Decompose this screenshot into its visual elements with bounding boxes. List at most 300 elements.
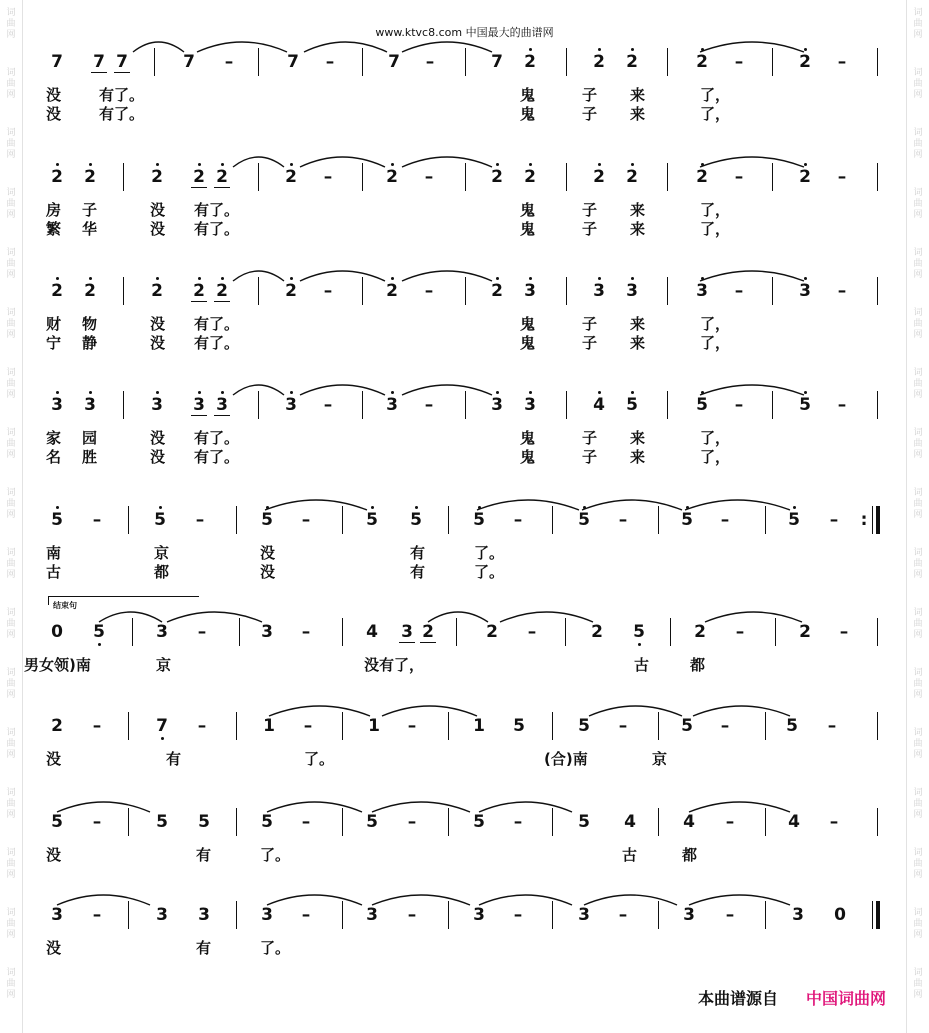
note: 2 — [591, 622, 603, 642]
lyric: 没 — [46, 750, 62, 768]
lyric: 了。 — [474, 563, 505, 581]
note: 3 — [397, 622, 417, 642]
barline — [658, 808, 659, 836]
note: 0 — [51, 622, 63, 642]
note: 2 — [212, 281, 232, 301]
note: 2 — [147, 281, 167, 301]
watermark-text: 词 曲 网 — [6, 368, 16, 400]
lyric: 子 — [582, 105, 598, 123]
section-label: 结束句 — [53, 601, 77, 610]
note: 2 — [694, 622, 706, 642]
dash-note: – — [407, 716, 417, 736]
octave-dot-high — [56, 163, 59, 166]
octave-dot-high — [529, 163, 532, 166]
dash-note: – — [829, 812, 839, 832]
barline — [128, 808, 129, 836]
slur-arc — [428, 612, 488, 622]
octave-dot-high — [478, 506, 481, 509]
note: 2 — [281, 167, 301, 187]
barline — [877, 391, 878, 419]
note: 4 — [788, 812, 800, 832]
octave-dot-high — [631, 48, 634, 51]
note: 3 — [261, 622, 273, 642]
dash-note: – — [513, 510, 523, 530]
lyric: 没有了， — [364, 656, 425, 674]
note: 5 — [406, 510, 426, 530]
watermark-text: 词 曲 网 — [913, 68, 923, 100]
slur-arc — [700, 385, 804, 395]
barline — [456, 618, 457, 646]
slur-arc — [300, 271, 385, 281]
dash-note: – — [92, 716, 102, 736]
note: 5 — [622, 395, 642, 415]
octave-dot-high — [804, 163, 807, 166]
note: 3 — [51, 905, 63, 925]
slur-arc — [304, 42, 387, 52]
barline — [342, 808, 343, 836]
watermark-text: 词 曲 网 — [6, 8, 16, 40]
slur-arc — [689, 895, 790, 905]
dash-note: – — [301, 622, 311, 642]
slur-arc — [700, 157, 804, 167]
note: 4 — [624, 812, 636, 832]
note: 3 — [47, 395, 67, 415]
note: 2 — [487, 167, 507, 187]
barline — [258, 391, 259, 419]
octave-dot-high — [804, 277, 807, 280]
note: 5 — [156, 812, 168, 832]
barline — [565, 618, 566, 646]
lyric: 有了。 — [194, 315, 240, 333]
barline — [236, 712, 237, 740]
dash-note: – — [720, 716, 730, 736]
note: 2 — [692, 52, 712, 72]
barline — [667, 163, 668, 191]
watermark-text: 词 曲 网 — [913, 788, 923, 820]
lyric: 静 — [82, 334, 98, 352]
note: 2 — [51, 716, 63, 736]
eighth-underline — [191, 415, 207, 417]
barline — [239, 618, 240, 646]
barline — [123, 391, 124, 419]
slur-arc — [582, 500, 682, 510]
barline — [552, 712, 553, 740]
octave-dot-high — [198, 277, 201, 280]
watermark-text: 词 曲 网 — [6, 968, 16, 1000]
note: 2 — [692, 167, 712, 187]
barline — [258, 277, 259, 305]
watermark-text: 词 曲 网 — [6, 548, 16, 580]
barline — [667, 391, 668, 419]
octave-dot-high — [701, 163, 704, 166]
barline — [236, 808, 237, 836]
dash-note: – — [323, 395, 333, 415]
note: 3 — [261, 905, 273, 925]
lyric: 古 — [634, 656, 650, 674]
note: 5 — [366, 812, 378, 832]
watermark-text: 词 曲 网 — [6, 248, 16, 280]
footer-source-label: 本曲谱源自 — [698, 989, 779, 1008]
dash-note: – — [323, 281, 333, 301]
note: 2 — [418, 622, 438, 642]
watermark-text: 词 曲 网 — [913, 128, 923, 160]
lyric: 了， — [700, 220, 731, 238]
note: 5 — [469, 510, 489, 530]
note: 2 — [47, 281, 67, 301]
barline — [877, 712, 878, 740]
footer-site-name[interactable]: 中国词曲网 — [806, 989, 887, 1008]
eighth-underline — [420, 642, 436, 644]
octave-dot-high — [198, 391, 201, 394]
octave-dot-high — [266, 506, 269, 509]
note: : — [860, 510, 868, 530]
octave-dot-high — [198, 163, 201, 166]
octave-dot-high — [496, 277, 499, 280]
barline — [667, 277, 668, 305]
note: 4 — [683, 812, 695, 832]
octave-dot-high — [598, 277, 601, 280]
octave-dot-high — [221, 163, 224, 166]
octave-dot-high — [221, 277, 224, 280]
lyric: 鬼 — [520, 105, 536, 123]
slur-arc — [382, 706, 477, 716]
lyric: 有了。 — [194, 448, 240, 466]
dash-note: – — [301, 812, 311, 832]
note: 4 — [366, 622, 378, 642]
dash-note: – — [425, 52, 435, 72]
lyric: 没 — [260, 544, 276, 562]
octave-dot-low — [638, 643, 641, 646]
watermark-text: 词 曲 网 — [913, 608, 923, 640]
octave-dot-high — [56, 391, 59, 394]
lyric: 了， — [700, 105, 731, 123]
octave-dot-high — [529, 277, 532, 280]
octave-dot-high — [631, 391, 634, 394]
lyric: 来 — [630, 334, 646, 352]
watermark-text: 词 曲 网 — [913, 8, 923, 40]
lyric: 没 — [150, 334, 166, 352]
dash-note: – — [837, 167, 847, 187]
lyric: (合)南 — [544, 750, 588, 768]
lyric: 古 — [622, 846, 638, 864]
dash-note: – — [827, 716, 837, 736]
slur-arc — [700, 42, 804, 52]
lyric: 有 — [166, 750, 182, 768]
slur-arc — [372, 895, 470, 905]
octave-dot-high — [290, 391, 293, 394]
barline — [448, 712, 449, 740]
note: 3 — [622, 281, 642, 301]
note: 3 — [473, 905, 485, 925]
lyric: 来 — [630, 220, 646, 238]
note: 5 — [574, 510, 594, 530]
barline — [362, 163, 363, 191]
watermark-text: 词 曲 网 — [913, 488, 923, 520]
barline — [362, 391, 363, 419]
note: 3 — [683, 905, 695, 925]
watermark-text: 词 曲 网 — [913, 428, 923, 460]
footer-site[interactable] — [806, 986, 886, 1009]
octave-dot-high — [496, 391, 499, 394]
barline — [128, 506, 129, 534]
lyric: 名 — [46, 448, 62, 466]
right-watermark-strip — [906, 0, 929, 1033]
slur-arc — [402, 42, 492, 52]
note: 2 — [80, 281, 100, 301]
lyric: 有 — [196, 939, 212, 957]
dash-note: – — [725, 812, 735, 832]
note: 3 — [281, 395, 301, 415]
dash-note: – — [734, 167, 744, 187]
lyric: 都 — [154, 563, 170, 581]
note: 3 — [156, 905, 168, 925]
lyric: 来 — [630, 448, 646, 466]
octave-dot-high — [598, 163, 601, 166]
dash-note: – — [407, 905, 417, 925]
site-header: www.ktvc8.com 中国最大的曲谱网 — [375, 26, 554, 39]
eighth-underline — [91, 72, 107, 74]
dash-note: – — [839, 622, 849, 642]
note: 7 — [51, 52, 63, 72]
slur-arc — [267, 802, 362, 812]
octave-dot-high — [391, 163, 394, 166]
note: 7 — [112, 52, 132, 72]
barline — [258, 163, 259, 191]
dash-note: – — [829, 510, 839, 530]
left-watermark-strip — [0, 0, 23, 1033]
barline — [362, 277, 363, 305]
lyric: 子 — [582, 334, 598, 352]
lyric: 京 — [154, 544, 170, 562]
note: 7 — [491, 52, 503, 72]
note: 5 — [692, 395, 712, 415]
note: 5 — [47, 510, 67, 530]
lyric: 了。 — [260, 846, 291, 864]
slur-arc — [372, 802, 470, 812]
lyric: 没 — [150, 448, 166, 466]
note: 5 — [795, 395, 815, 415]
octave-dot-high — [598, 391, 601, 394]
note: 7 — [183, 52, 195, 72]
note: 3 — [795, 281, 815, 301]
lyric: 家 — [46, 429, 62, 447]
barline — [566, 48, 567, 76]
lyric: 财 — [46, 315, 62, 333]
slur-arc — [133, 42, 184, 52]
lyric: 没 — [150, 315, 166, 333]
watermark-text: 词 曲 网 — [6, 68, 16, 100]
lyric: 有了。 — [99, 86, 145, 104]
barline — [258, 48, 259, 76]
lyric: 有了。 — [194, 429, 240, 447]
slur-arc — [705, 612, 802, 622]
note: 2 — [795, 167, 815, 187]
lyric: 了， — [700, 448, 731, 466]
eighth-underline — [214, 415, 230, 417]
octave-dot-high — [529, 391, 532, 394]
slur-arc — [479, 895, 572, 905]
note: 5 — [513, 716, 525, 736]
slur-arc — [300, 385, 385, 395]
note: 5 — [257, 510, 277, 530]
watermark-text: 词 曲 网 — [913, 188, 923, 220]
octave-dot-high — [391, 277, 394, 280]
lyric: 没 — [150, 220, 166, 238]
slur-arc — [167, 612, 262, 622]
barline — [765, 901, 766, 929]
lyric: 了， — [700, 334, 731, 352]
lyric: 宁 — [46, 334, 62, 352]
watermark-text: 词 曲 网 — [913, 548, 923, 580]
dash-note: – — [618, 905, 628, 925]
octave-dot-high — [391, 391, 394, 394]
barline — [877, 277, 878, 305]
lyric: 来 — [630, 315, 646, 333]
staff-line — [22, 167, 907, 277]
barline — [670, 618, 671, 646]
barline — [132, 618, 133, 646]
watermark-text: 词 曲 网 — [6, 128, 16, 160]
note: 2 — [189, 281, 209, 301]
octave-dot-high — [804, 391, 807, 394]
note: 5 — [150, 510, 170, 530]
barline — [123, 163, 124, 191]
watermark-text: 词 曲 网 — [913, 368, 923, 400]
dash-note: – — [424, 281, 434, 301]
note: 2 — [382, 167, 402, 187]
barline — [342, 618, 343, 646]
note: 2 — [382, 281, 402, 301]
watermark-text: 词 曲 网 — [6, 188, 16, 220]
barline — [772, 163, 773, 191]
barline — [566, 163, 567, 191]
note: 3 — [80, 395, 100, 415]
lyric: 子 — [82, 201, 98, 219]
barline — [342, 506, 343, 534]
dash-note: – — [527, 622, 537, 642]
lyric: 有了。 — [99, 105, 145, 123]
dash-note: – — [618, 716, 628, 736]
octave-dot-high — [701, 391, 704, 394]
barline — [765, 712, 766, 740]
octave-dot-low — [98, 643, 101, 646]
eighth-underline — [114, 72, 130, 74]
octave-dot-high — [159, 506, 162, 509]
slur-arc — [700, 271, 804, 281]
barline — [877, 163, 878, 191]
lyric: 有 — [410, 544, 426, 562]
slur-arc — [685, 500, 790, 510]
slur-arc — [57, 895, 150, 905]
octave-dot-high — [89, 163, 92, 166]
octave-dot-high — [701, 277, 704, 280]
note: 2 — [520, 167, 540, 187]
note: 3 — [520, 281, 540, 301]
lyric: 了， — [700, 201, 731, 219]
note: 7 — [287, 52, 299, 72]
lyric: 男女领)南 — [24, 656, 91, 674]
dash-note: – — [424, 167, 434, 187]
note: 3 — [212, 395, 232, 415]
lyric: 了。 — [304, 750, 335, 768]
note: 2 — [799, 622, 811, 642]
barline — [342, 901, 343, 929]
lyric: 古 — [46, 563, 62, 581]
barline — [772, 48, 773, 76]
octave-dot-high — [598, 48, 601, 51]
barline — [877, 618, 878, 646]
lyric: 有 — [196, 846, 212, 864]
slur-arc — [479, 802, 572, 812]
note: 3 — [382, 395, 402, 415]
note: 1 — [368, 716, 380, 736]
dash-note: – — [407, 812, 417, 832]
lyric: 南 — [46, 544, 62, 562]
dash-note: – — [735, 622, 745, 642]
note: 3 — [692, 281, 712, 301]
note: 5 — [629, 622, 649, 642]
staff-line — [22, 52, 907, 162]
note: 7 — [152, 716, 172, 736]
note: 3 — [366, 905, 378, 925]
watermark-text: 词 曲 网 — [6, 668, 16, 700]
dash-note: – — [325, 52, 335, 72]
lyric: 鬼 — [520, 448, 536, 466]
lyric: 鬼 — [520, 201, 536, 219]
barline — [552, 506, 553, 534]
watermark-text: 词 曲 网 — [913, 848, 923, 880]
note: 1 — [263, 716, 275, 736]
eighth-underline — [399, 642, 415, 644]
lyric: 没 — [46, 939, 62, 957]
note: 2 — [520, 52, 540, 72]
lyric: 子 — [582, 429, 598, 447]
note: 5 — [51, 812, 63, 832]
watermark-text: 词 曲 网 — [6, 428, 16, 460]
note: 5 — [784, 510, 804, 530]
lyric: 都 — [682, 846, 698, 864]
staff-line — [22, 395, 907, 505]
eighth-underline — [214, 301, 230, 303]
barline — [236, 901, 237, 929]
octave-dot-low — [161, 737, 164, 740]
slur-arc — [265, 500, 367, 510]
note: 5 — [261, 812, 273, 832]
barline — [123, 277, 124, 305]
lyric: 没 — [260, 563, 276, 581]
note: 1 — [473, 716, 485, 736]
octave-dot-high — [496, 163, 499, 166]
note: 2 — [80, 167, 100, 187]
note: 5 — [578, 716, 590, 736]
note: 3 — [520, 395, 540, 415]
barline — [362, 48, 363, 76]
note: 2 — [486, 622, 498, 642]
note: 2 — [147, 167, 167, 187]
note: 5 — [362, 510, 382, 530]
octave-dot-high — [529, 48, 532, 51]
barline — [465, 163, 466, 191]
barline — [236, 506, 237, 534]
watermark-text: 词 曲 网 — [6, 308, 16, 340]
dash-note: – — [301, 510, 311, 530]
eighth-underline — [191, 301, 207, 303]
barline — [772, 391, 773, 419]
barline — [154, 48, 155, 76]
dash-note: – — [837, 281, 847, 301]
watermark-text: 词 曲 网 — [6, 788, 16, 820]
dash-note: – — [301, 905, 311, 925]
